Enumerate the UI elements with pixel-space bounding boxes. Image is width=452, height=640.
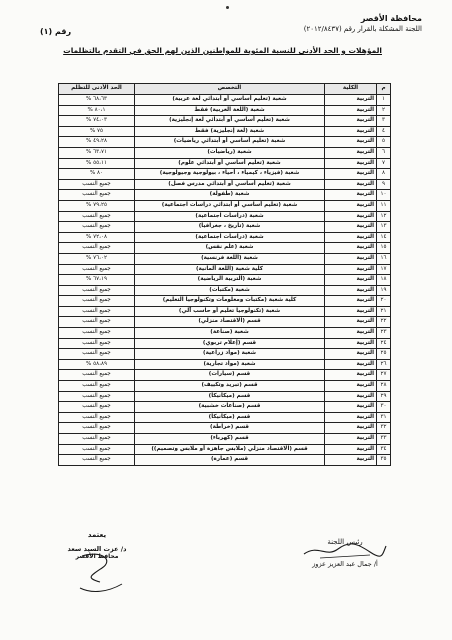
row-faculty: التربية xyxy=(325,253,377,264)
row-minimum: جميع النسب xyxy=(59,402,135,413)
row-number: ٥ xyxy=(377,137,391,148)
chair-signature-icon xyxy=(300,540,390,562)
table-row xyxy=(59,338,391,349)
table-row xyxy=(59,126,391,137)
row-faculty: التربية xyxy=(325,306,377,317)
row-faculty: التربية xyxy=(325,381,377,392)
row-faculty: التربية xyxy=(325,116,377,127)
table-row xyxy=(59,359,391,370)
row-number: ١٤ xyxy=(377,232,391,243)
row-minimum: جميع النسب xyxy=(59,243,135,254)
row-specialty: كلية شعبة (اللغة ألمانية) xyxy=(135,264,325,275)
row-faculty: التربية xyxy=(325,200,377,211)
table-row xyxy=(59,434,391,445)
row-minimum: جميع النسب xyxy=(59,338,135,349)
table-row xyxy=(59,455,391,466)
row-minimum: ٨٠ % xyxy=(59,169,135,180)
row-number: ١٠ xyxy=(377,190,391,201)
row-number: ٤ xyxy=(377,126,391,137)
row-number: ١ xyxy=(377,95,391,106)
row-number: ١٧ xyxy=(377,264,391,275)
row-number: ٢٥ xyxy=(377,349,391,360)
row-specialty: شعبة (دراسات اجتماعية) xyxy=(135,211,325,222)
row-number: ٣٤ xyxy=(377,444,391,455)
table-row xyxy=(59,137,391,148)
approver-name: د/ عزت السيد سعد xyxy=(67,545,127,553)
row-specialty: شعبة (تعليم أساسي أو أبتدائي علوم) xyxy=(135,158,325,169)
table-row xyxy=(59,370,391,381)
row-minimum: ٦٣،٧١ % xyxy=(59,147,135,158)
row-specialty: كلية شعبة (مكتبات ومعلومات وتكنولوجيا التعليم) xyxy=(135,296,325,307)
row-number: ٢٨ xyxy=(377,381,391,392)
table-row xyxy=(59,317,391,328)
chair-name: أ/ جمال عبد العزيز عزوز xyxy=(312,560,378,568)
approver-signature-icon xyxy=(72,548,132,596)
row-number: ٢٢ xyxy=(377,317,391,328)
document-subtitle xyxy=(63,46,382,55)
row-number: ٣٥ xyxy=(377,455,391,466)
row-specialty: قسم (الاقتصاد منزلي) xyxy=(135,317,325,328)
row-specialty: شعبة (طفولة) xyxy=(135,190,325,201)
row-minimum: ٥٥،١١ % xyxy=(59,158,135,169)
row-number: ١٦ xyxy=(377,253,391,264)
col-header-faculty: الكلية xyxy=(325,84,377,95)
col-header-no: م xyxy=(377,84,391,95)
table-row xyxy=(59,275,391,286)
row-specialty: شعبة (تكنولوجيا تعليم أو حاسب آلي) xyxy=(135,306,325,317)
table-row xyxy=(59,412,391,423)
row-specialty: قسم (ميكانيكا) xyxy=(135,412,325,423)
row-minimum: ٦٨،٦٣ % xyxy=(59,95,135,106)
row-number: ٢٩ xyxy=(377,391,391,402)
row-faculty: التربية xyxy=(325,296,377,307)
row-minimum: جميع النسب xyxy=(59,349,135,360)
row-number: ٩ xyxy=(377,179,391,190)
row-minimum: جميع النسب xyxy=(59,412,135,423)
row-specialty: قسم (إعلام تربوي) xyxy=(135,338,325,349)
row-number: ٢٧ xyxy=(377,370,391,381)
table-header-row xyxy=(59,84,391,95)
table-row xyxy=(59,179,391,190)
row-specialty: شعبة (تعليم أساسي أو أبتدائي دراسات اجتماعية) xyxy=(135,200,325,211)
row-faculty: التربية xyxy=(325,275,377,286)
row-faculty: التربية xyxy=(325,359,377,370)
row-minimum: ٥٨،٨٩ % xyxy=(59,359,135,370)
row-faculty: التربية xyxy=(325,412,377,423)
table-row xyxy=(59,349,391,360)
table-row xyxy=(59,306,391,317)
table-row xyxy=(59,444,391,455)
row-specialty: شعبة (تعليم أساسي أو أبتدائي مدرس فصل) xyxy=(135,179,325,190)
row-specialty: شعبة (التربية الرياضية) xyxy=(135,275,325,286)
row-specialty: شعبة (لغة إنجليزية) فقط xyxy=(135,126,325,137)
row-faculty: التربية xyxy=(325,126,377,137)
row-minimum: جميع النسب xyxy=(59,190,135,201)
row-minimum: جميع النسب xyxy=(59,285,135,296)
table-row xyxy=(59,158,391,169)
row-specialty: قسم (خراطة) xyxy=(135,423,325,434)
row-specialty: شعبة (اللغة العربية) فقط xyxy=(135,105,325,116)
row-faculty: التربية xyxy=(325,232,377,243)
row-number: ١٥ xyxy=(377,243,391,254)
row-specialty: شعبة (علم نفس) xyxy=(135,243,325,254)
row-faculty: التربية xyxy=(325,317,377,328)
row-specialty: قسم (سيارات) xyxy=(135,370,325,381)
row-number: ١٨ xyxy=(377,275,391,286)
qualifications-table xyxy=(58,83,391,466)
table-row xyxy=(59,402,391,413)
table-row xyxy=(59,423,391,434)
row-minimum: ٧٩،٢٥ % xyxy=(59,200,135,211)
row-minimum: جميع النسب xyxy=(59,391,135,402)
row-faculty: التربية xyxy=(325,285,377,296)
table-row xyxy=(59,243,391,254)
row-minimum: جميع النسب xyxy=(59,434,135,445)
row-faculty: التربية xyxy=(325,222,377,233)
row-minimum: جميع النسب xyxy=(59,370,135,381)
row-number: ١١ xyxy=(377,200,391,211)
row-minimum: ٦٧،١٩ % xyxy=(59,275,135,286)
row-faculty: التربية xyxy=(325,211,377,222)
row-number: ٧ xyxy=(377,158,391,169)
row-specialty: شعبة (تعليم أساسي أو أبتدائي لغة إنجليزية) xyxy=(135,116,325,127)
table-row xyxy=(59,232,391,243)
row-specialty: قسم (الاقتصاد منزلي (ملابس جاهزة أو ملابس وتصميم)) xyxy=(135,444,325,455)
row-specialty: شعبة (اللغة فرنسية) xyxy=(135,253,325,264)
col-header-minimum: الحد الأدنى للتظلم xyxy=(59,84,135,95)
row-specialty: قسم (عمارة) xyxy=(135,455,325,466)
row-minimum: جميع النسب xyxy=(59,455,135,466)
table-row xyxy=(59,116,391,127)
row-minimum: جميع النسب xyxy=(59,296,135,307)
punch-mark xyxy=(226,6,229,9)
row-faculty: التربية xyxy=(325,105,377,116)
subtitle-text: المؤهلات و الحد الأدنى للنسبة المئوية للمواطنين الذين لهم الحق في التقدم بالتظلمات xyxy=(63,46,382,55)
chair-label: رئيس اللجنة xyxy=(327,538,363,546)
row-faculty: التربية xyxy=(325,391,377,402)
row-number: ١٣ xyxy=(377,222,391,233)
row-specialty: شعبة (فيزياء ، كيمياء ، أحياء ، بيولوجية وجيولوجية) xyxy=(135,169,325,180)
row-faculty: التربية xyxy=(325,190,377,201)
row-faculty: التربية xyxy=(325,264,377,275)
row-minimum: جميع النسب xyxy=(59,423,135,434)
row-specialty: قسم (تبريد وتكييف) xyxy=(135,381,325,392)
row-minimum: ٧٦،٠٢ % xyxy=(59,253,135,264)
row-number: ٣ xyxy=(377,116,391,127)
committee-line: اللجنة المشكلة بالقرار رقم (٢٠١٢/٨٤٣٧) xyxy=(303,25,422,33)
row-number: ٢١ xyxy=(377,306,391,317)
col-header-specialty: التخصص xyxy=(135,84,325,95)
table-row xyxy=(59,222,391,233)
table-row xyxy=(59,391,391,402)
table-row xyxy=(59,169,391,180)
table-row xyxy=(59,95,391,106)
row-specialty: قسم (صناعات خشبية) xyxy=(135,402,325,413)
row-number: ٢٣ xyxy=(377,328,391,339)
document-number: رقم (١) xyxy=(40,27,72,36)
table-row xyxy=(59,147,391,158)
row-faculty: التربية xyxy=(325,328,377,339)
row-minimum: جميع النسب xyxy=(59,381,135,392)
row-number: ٣٠ xyxy=(377,402,391,413)
row-minimum: جميع النسب xyxy=(59,211,135,222)
row-specialty: قسم (ميكانيكا) xyxy=(135,391,325,402)
row-number: ٣٣ xyxy=(377,434,391,445)
row-minimum: جميع النسب xyxy=(59,444,135,455)
table-row xyxy=(59,211,391,222)
row-minimum: جميع النسب xyxy=(59,264,135,275)
row-faculty: التربية xyxy=(325,147,377,158)
row-minimum: ٧٢،٠٨ % xyxy=(59,232,135,243)
table-row xyxy=(59,200,391,211)
row-specialty: شعبة (مواد زراعية) xyxy=(135,349,325,360)
row-specialty: شعبة (رياضيات) xyxy=(135,147,325,158)
row-faculty: التربية xyxy=(325,402,377,413)
row-minimum: ٧٥ % xyxy=(59,126,135,137)
row-minimum: جميع النسب xyxy=(59,222,135,233)
row-minimum: جميع النسب xyxy=(59,317,135,328)
row-specialty: شعبة (صناعة) xyxy=(135,328,325,339)
row-minimum: جميع النسب xyxy=(59,179,135,190)
row-minimum: جميع النسب xyxy=(59,328,135,339)
table-row xyxy=(59,285,391,296)
row-number: ٨ xyxy=(377,169,391,180)
row-specialty: شعبة (مواد تجارية) xyxy=(135,359,325,370)
table-row xyxy=(59,105,391,116)
row-faculty: التربية xyxy=(325,455,377,466)
row-number: ٢٦ xyxy=(377,359,391,370)
row-minimum: ٨٠،١ % xyxy=(59,105,135,116)
row-faculty: التربية xyxy=(325,158,377,169)
row-faculty: التربية xyxy=(325,137,377,148)
row-specialty: شعبة (مكتبات) xyxy=(135,285,325,296)
approval-label: يعتمد xyxy=(87,531,107,539)
row-specialty: شعبة (تاريخ ، جغرافيا) xyxy=(135,222,325,233)
row-faculty: التربية xyxy=(325,338,377,349)
row-number: ٦ xyxy=(377,147,391,158)
row-faculty: التربية xyxy=(325,444,377,455)
row-faculty: التربية xyxy=(325,370,377,381)
row-number: ١٢ xyxy=(377,211,391,222)
row-minimum: ٧٤،٠٣ % xyxy=(59,116,135,127)
row-number: ٢٤ xyxy=(377,338,391,349)
row-number: ١٩ xyxy=(377,285,391,296)
row-number: ٣٢ xyxy=(377,423,391,434)
row-faculty: التربية xyxy=(325,169,377,180)
row-faculty: التربية xyxy=(325,95,377,106)
table-row xyxy=(59,381,391,392)
table-row xyxy=(59,190,391,201)
row-specialty: قسم (كهرباء) xyxy=(135,434,325,445)
row-faculty: التربية xyxy=(325,243,377,254)
row-specialty: شعبة (تعليم أساسي أو أبتدائي لغة عربية) xyxy=(135,95,325,106)
row-minimum: ٤٩،٢٨ % xyxy=(59,137,135,148)
row-number: ٢٠ xyxy=(377,296,391,307)
row-minimum: جميع النسب xyxy=(59,306,135,317)
governorate-title: محافظة الأقصر xyxy=(360,14,422,23)
row-faculty: التربية xyxy=(325,179,377,190)
row-faculty: التربية xyxy=(325,349,377,360)
table-row xyxy=(59,253,391,264)
table-row xyxy=(59,328,391,339)
row-specialty: شعبة (دراسات اجتماعية) xyxy=(135,232,325,243)
row-faculty: التربية xyxy=(325,434,377,445)
table-row xyxy=(59,264,391,275)
table-body xyxy=(59,95,391,466)
row-number: ٢ xyxy=(377,105,391,116)
row-faculty: التربية xyxy=(325,423,377,434)
row-number: ٣١ xyxy=(377,412,391,423)
table-row xyxy=(59,296,391,307)
row-specialty: شعبة (تعليم أساسي أو أبتدائي رياضيات) xyxy=(135,137,325,148)
approver-title: محافظ الأقصر xyxy=(75,553,119,560)
